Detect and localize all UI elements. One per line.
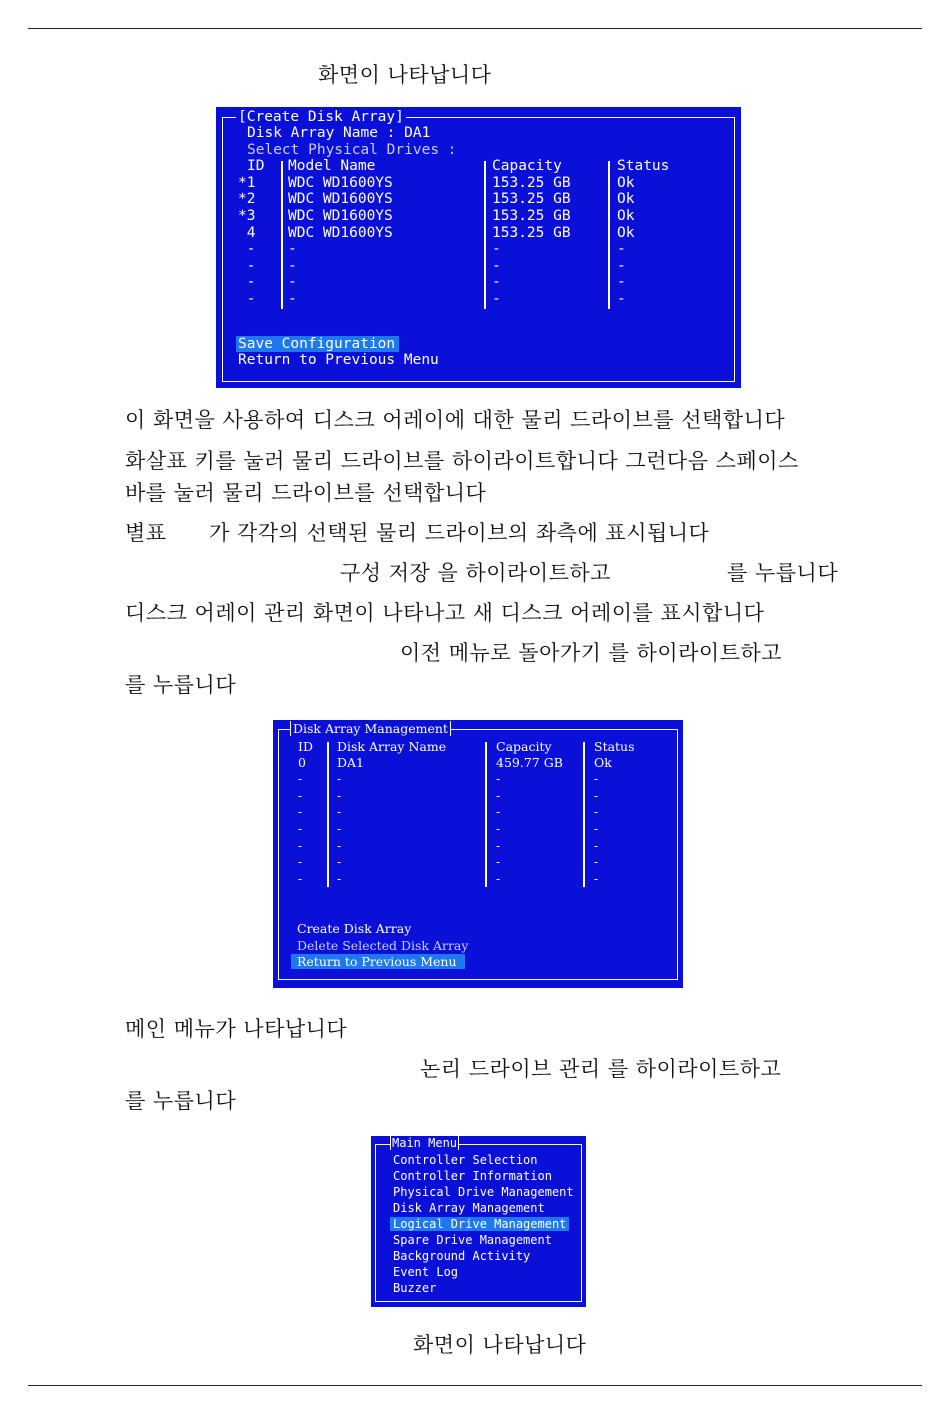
array-name: DA1 — [337, 755, 365, 770]
array-row[interactable] — [273, 804, 683, 820]
para-asterisk-label: 별표 — [125, 521, 167, 545]
array-status: - — [594, 821, 599, 836]
drive-model: WDC WD1600YS — [288, 175, 393, 191]
array-row[interactable] — [273, 788, 683, 804]
screen-title: Disk Array Management — [290, 721, 451, 736]
drive-id: - — [238, 258, 256, 274]
array-id: - — [298, 788, 303, 803]
drive-row[interactable] — [216, 258, 741, 274]
drive-capacity: - — [492, 241, 501, 257]
drive-row[interactable] — [216, 291, 741, 307]
array-capacity: - — [496, 788, 501, 803]
array-status: Ok — [594, 755, 612, 770]
array-row[interactable] — [273, 854, 683, 870]
drive-capacity: 153.25 GB — [492, 191, 571, 207]
drive-capacity: - — [492, 274, 501, 290]
array-capacity: 459.77 GB — [496, 755, 563, 770]
drive-model: - — [288, 274, 297, 290]
array-status: - — [594, 854, 599, 869]
para-asterisk-text: 가 각각의 선택된 물리 드라이브의 좌측에 표시됩니다 — [209, 521, 710, 545]
header-id: ID — [298, 739, 313, 754]
para-highlight-drives-2: 바를 눌러 물리 드라이브를 선택합니다 — [125, 481, 487, 505]
menu-spare-drive-management[interactable]: Spare Drive Management — [393, 1233, 552, 1247]
create-disk-array-option[interactable]: Create Disk Array — [297, 921, 412, 936]
drive-id: - — [238, 291, 256, 307]
array-name: - — [337, 838, 342, 853]
menu-background-activity[interactable]: Background Activity — [393, 1249, 531, 1263]
para-array-mgmt-appears: 디스크 어레이 관리 화면이 나타나고 새 디스크 어레이를 표시합니다 — [125, 601, 765, 625]
disk-array-management-screen — [273, 720, 683, 988]
drive-status: - — [617, 241, 626, 257]
drive-status: - — [617, 274, 626, 290]
top-rule — [28, 28, 922, 29]
create-disk-array-screen — [216, 107, 741, 388]
array-id: - — [298, 838, 303, 853]
array-row[interactable] — [273, 821, 683, 837]
para-return-menu-text: 이전 메뉴로 돌아가기 를 하이라이트하고 — [400, 641, 783, 665]
header-disk-array-name: Disk Array Name — [337, 739, 447, 754]
para-save-config-text: 구성 저장 을 하이라이트하고 — [340, 561, 611, 585]
menu-controller-information[interactable]: Controller Information — [393, 1169, 552, 1183]
delete-disk-array-option[interactable]: Delete Selected Disk Array — [297, 938, 469, 953]
array-name: - — [337, 821, 342, 836]
array-name: - — [337, 854, 342, 869]
drive-status: - — [617, 258, 626, 274]
array-capacity: - — [496, 821, 501, 836]
menu-disk-array-management[interactable]: Disk Array Management — [393, 1201, 545, 1215]
drive-model: WDC WD1600YS — [288, 208, 393, 224]
array-capacity: - — [496, 771, 501, 786]
array-id: - — [298, 871, 303, 886]
menu-physical-drive-management[interactable]: Physical Drive Management — [393, 1185, 574, 1199]
screen-appears-text: 화면이 나타납니다 — [318, 63, 492, 87]
drive-model: - — [288, 291, 297, 307]
drive-status: Ok — [617, 175, 635, 191]
drive-row[interactable] — [216, 208, 741, 224]
array-id: - — [298, 804, 303, 819]
menu-logical-drive-management[interactable]: Logical Drive Management — [390, 1217, 569, 1231]
array-status: - — [594, 788, 599, 803]
select-drives-line: Select Physical Drives : — [247, 142, 457, 158]
drive-row[interactable] — [216, 191, 741, 207]
drive-status: Ok — [617, 191, 635, 207]
header-capacity: Capacity — [496, 739, 552, 754]
drive-model: WDC WD1600YS — [288, 225, 393, 241]
drive-capacity: 153.25 GB — [492, 175, 571, 191]
menu-buzzer[interactable]: Buzzer — [393, 1281, 437, 1295]
screen-title: Main Menu — [392, 1136, 458, 1150]
array-status: - — [594, 838, 599, 853]
header-capacity: Capacity — [492, 158, 562, 174]
drive-id: 4 — [238, 225, 256, 241]
array-name: - — [337, 871, 342, 886]
drive-model: WDC WD1600YS — [288, 191, 393, 207]
para-select-drives: 이 화면을 사용하여 디스크 어레이에 대한 물리 드라이브를 선택합니다 — [125, 408, 786, 432]
drive-id: *2 — [238, 191, 256, 207]
array-id: - — [298, 771, 303, 786]
header-id: ID — [247, 158, 265, 174]
array-capacity: - — [496, 838, 501, 853]
array-capacity: - — [496, 804, 501, 819]
drive-row[interactable] — [216, 274, 741, 290]
disk-array-name-line: Disk Array Name : DA1 — [247, 125, 431, 141]
screen-appears-text-bottom: 화면이 나타납니다 — [413, 1333, 587, 1357]
para-logical-drive-press: 를 누릅니다 — [125, 1089, 237, 1113]
para-main-menu-appears: 메인 메뉴가 나타납니다 — [125, 1017, 348, 1041]
para-highlight-drives-1: 화살표 키를 눌러 물리 드라이브를 하이라이트합니다 그런다음 스페이스 — [125, 449, 799, 473]
para-save-config-press: 를 누릅니다 — [727, 561, 839, 585]
drive-capacity: 153.25 GB — [492, 208, 571, 224]
drive-id: *1 — [238, 175, 256, 191]
drive-capacity: 153.25 GB — [492, 225, 571, 241]
menu-event-log[interactable]: Event Log — [393, 1265, 459, 1279]
array-id: 0 — [298, 755, 306, 770]
drive-status: Ok — [617, 225, 635, 241]
save-configuration-option[interactable]: Save Configuration — [236, 336, 399, 352]
array-row[interactable] — [273, 871, 683, 887]
array-capacity: - — [496, 854, 501, 869]
header-status: Status — [594, 739, 635, 754]
menu-controller-selection[interactable]: Controller Selection — [393, 1153, 538, 1167]
bottom-rule — [28, 1385, 922, 1386]
array-row[interactable] — [273, 771, 683, 787]
array-name: - — [337, 804, 342, 819]
return-to-previous-menu-option[interactable]: Return to Previous Menu — [238, 352, 439, 368]
drive-capacity: - — [492, 258, 501, 274]
array-status: - — [594, 771, 599, 786]
array-status: - — [594, 871, 599, 886]
drive-row[interactable] — [216, 175, 741, 191]
drive-status: Ok — [617, 208, 635, 224]
array-row[interactable] — [273, 838, 683, 854]
main-menu-screen — [371, 1136, 586, 1307]
para-logical-drive-text: 논리 드라이브 관리 를 하이라이트하고 — [420, 1057, 782, 1081]
drive-id: - — [238, 274, 256, 290]
array-row[interactable] — [273, 755, 683, 771]
drive-capacity: - — [492, 291, 501, 307]
array-capacity: - — [496, 871, 501, 886]
screen-title: [Create Disk Array] — [238, 109, 404, 125]
header-model: Model Name — [288, 158, 376, 174]
para-return-menu-press: 를 누릅니다 — [125, 673, 237, 697]
header-status: Status — [617, 158, 670, 174]
array-id: - — [298, 854, 303, 869]
drive-row[interactable] — [216, 225, 741, 241]
drive-status: - — [617, 291, 626, 307]
array-name: - — [337, 771, 342, 786]
return-to-previous-menu-option[interactable]: Return to Previous Menu — [291, 954, 465, 969]
array-name: - — [337, 788, 342, 803]
drive-id: - — [238, 241, 256, 257]
drive-model: - — [288, 258, 297, 274]
array-id: - — [298, 821, 303, 836]
array-status: - — [594, 804, 599, 819]
drive-id: *3 — [238, 208, 256, 224]
drive-row[interactable] — [216, 241, 741, 257]
drive-model: - — [288, 241, 297, 257]
